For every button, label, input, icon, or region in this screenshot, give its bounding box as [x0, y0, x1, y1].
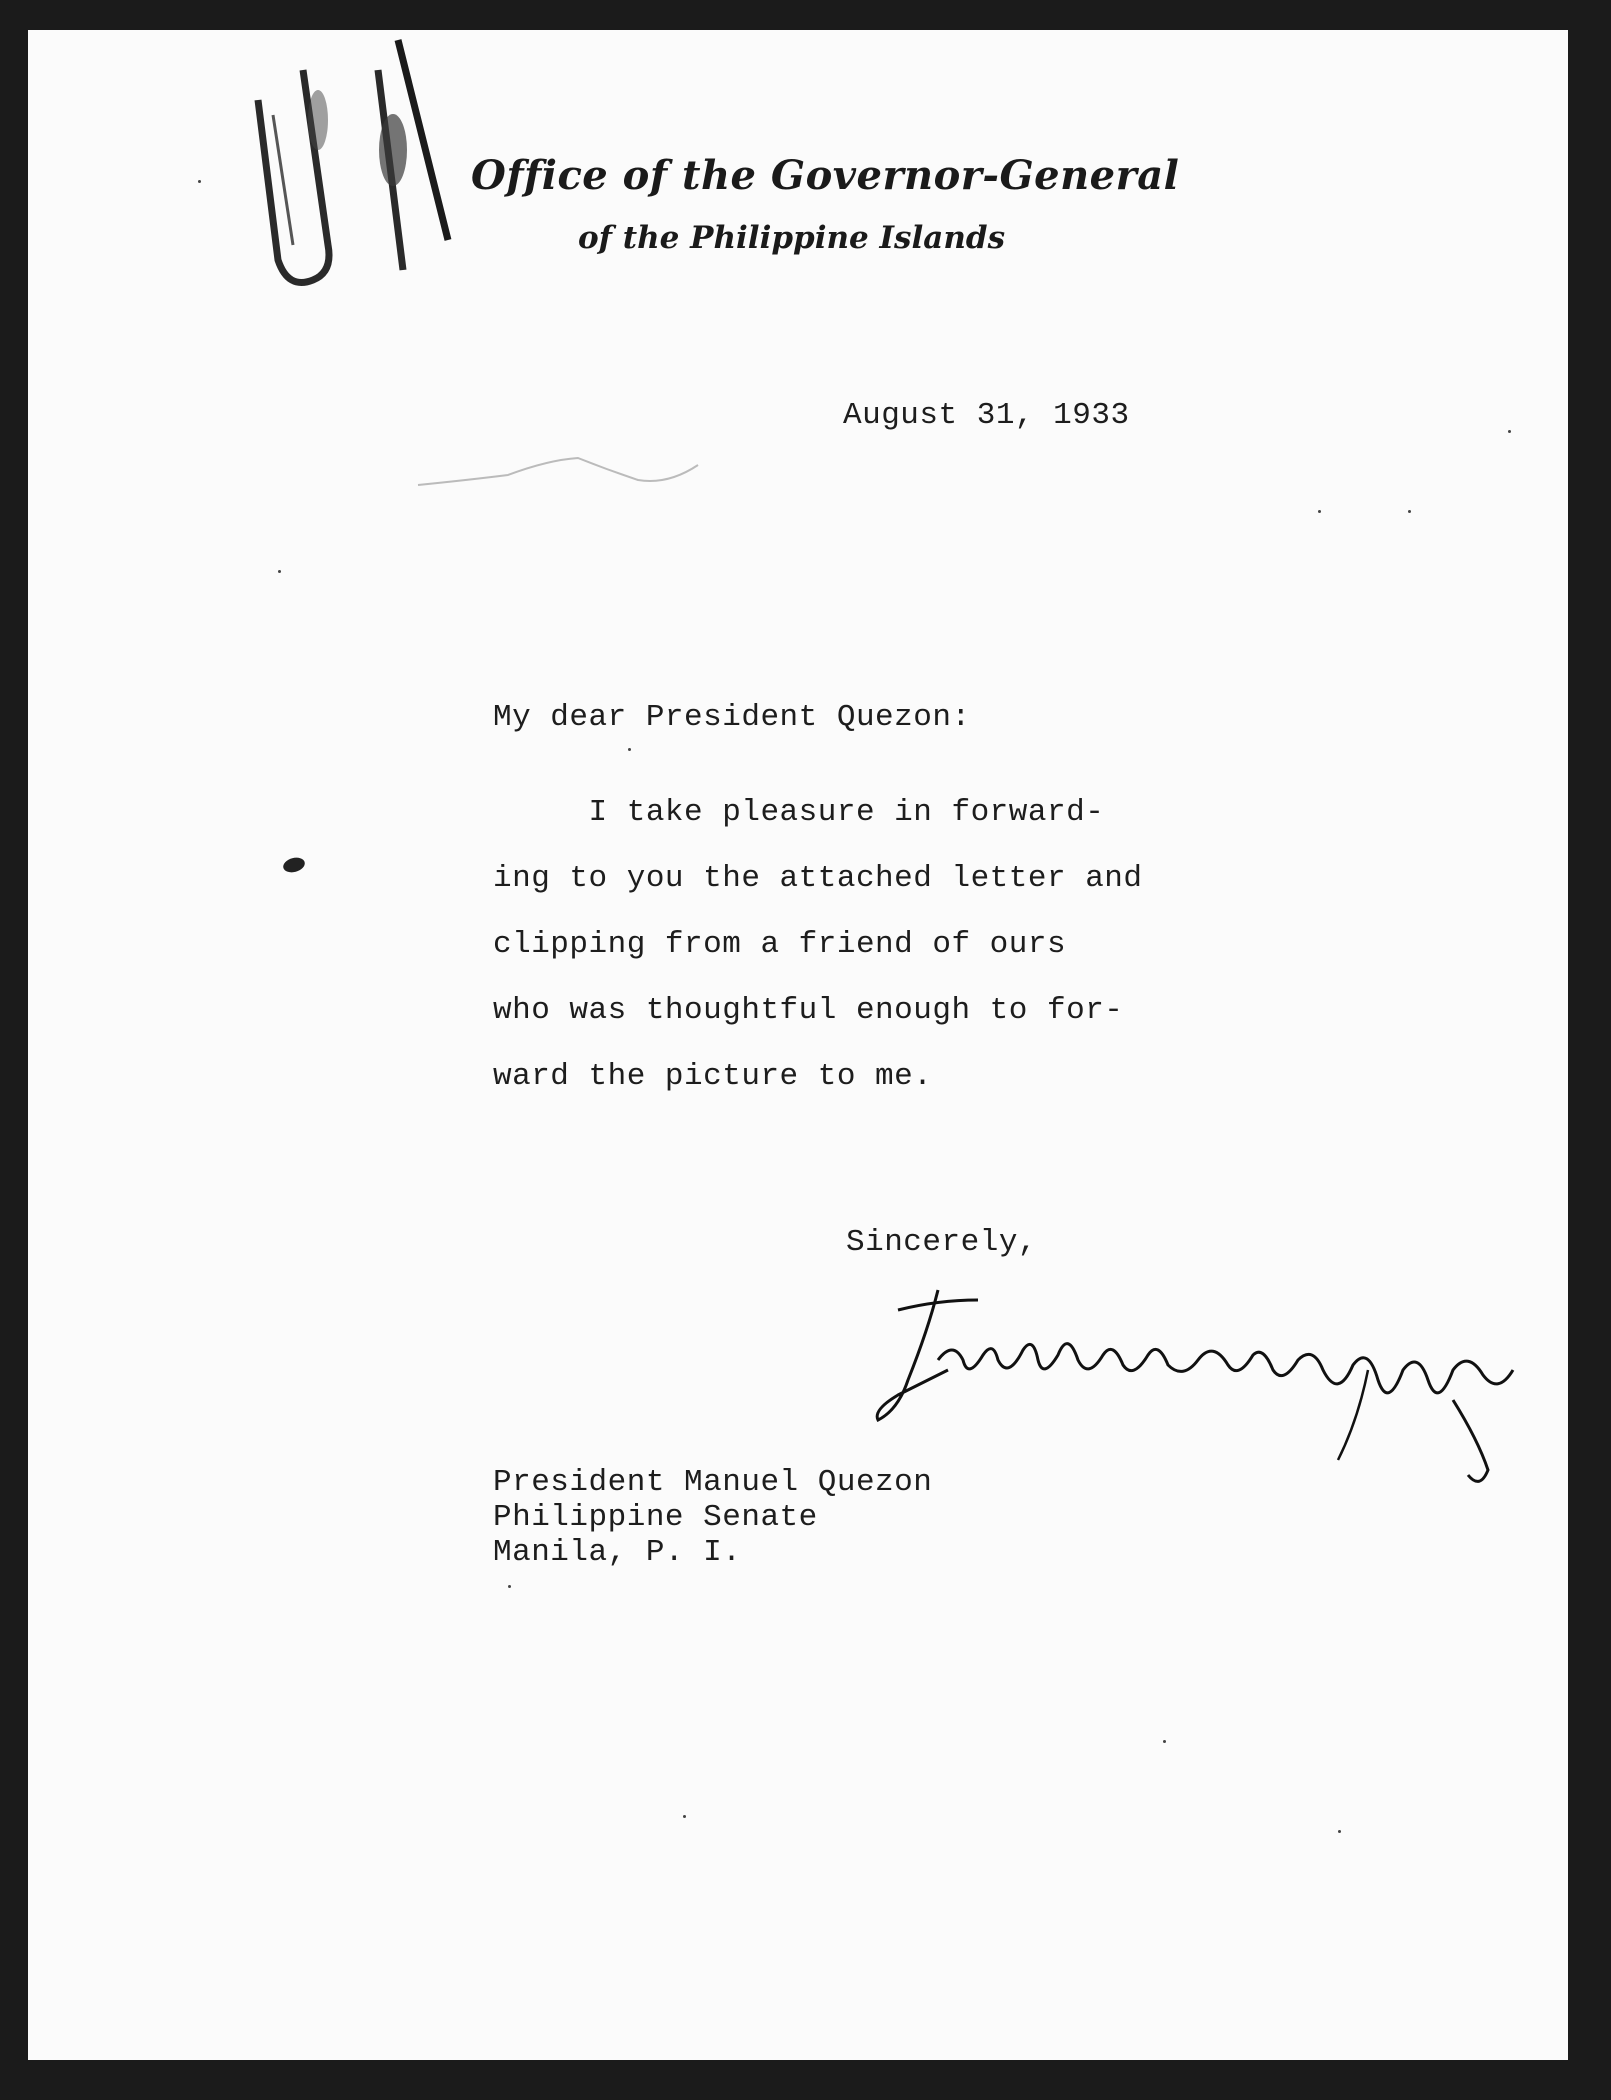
speck: [1408, 510, 1411, 513]
pencil-mark-icon: [408, 430, 788, 510]
speck: [278, 570, 281, 573]
addressee-line: Manila, P. I.: [493, 1535, 742, 1570]
body-line: ward the picture to me.: [493, 1059, 933, 1094]
speck: [1508, 430, 1511, 433]
closing: Sincerely,: [846, 1225, 1038, 1260]
speck: [628, 748, 631, 751]
speck: [1338, 1830, 1341, 1833]
speck: [198, 180, 201, 183]
addressee-line: President Manuel Quezon: [493, 1465, 933, 1500]
letter-date: August 31, 1933: [843, 398, 1130, 433]
letter-page: [28, 30, 1568, 2060]
letterhead-title: Office of the Governor-General: [471, 152, 1180, 199]
body-line: ing to you the attached letter and: [493, 861, 1143, 896]
speck: [508, 1585, 511, 1588]
signature-icon: [868, 1270, 1528, 1500]
speck: [1163, 1740, 1166, 1743]
speck: [1318, 510, 1321, 513]
body-line: who was thoughtful enough to for-: [493, 993, 1124, 1028]
body-line: I take pleasure in forward-: [493, 795, 1105, 830]
addressee-line: Philippine Senate: [493, 1500, 818, 1535]
salutation: My dear President Quezon:: [493, 700, 971, 735]
body-line: clipping from a friend of ours: [493, 927, 1067, 962]
ink-blot: [282, 855, 307, 874]
speck: [683, 1815, 686, 1818]
paperclip-shadow-icon: [218, 30, 478, 300]
letterhead-subtitle: of the Philippine Islands: [578, 220, 1006, 256]
